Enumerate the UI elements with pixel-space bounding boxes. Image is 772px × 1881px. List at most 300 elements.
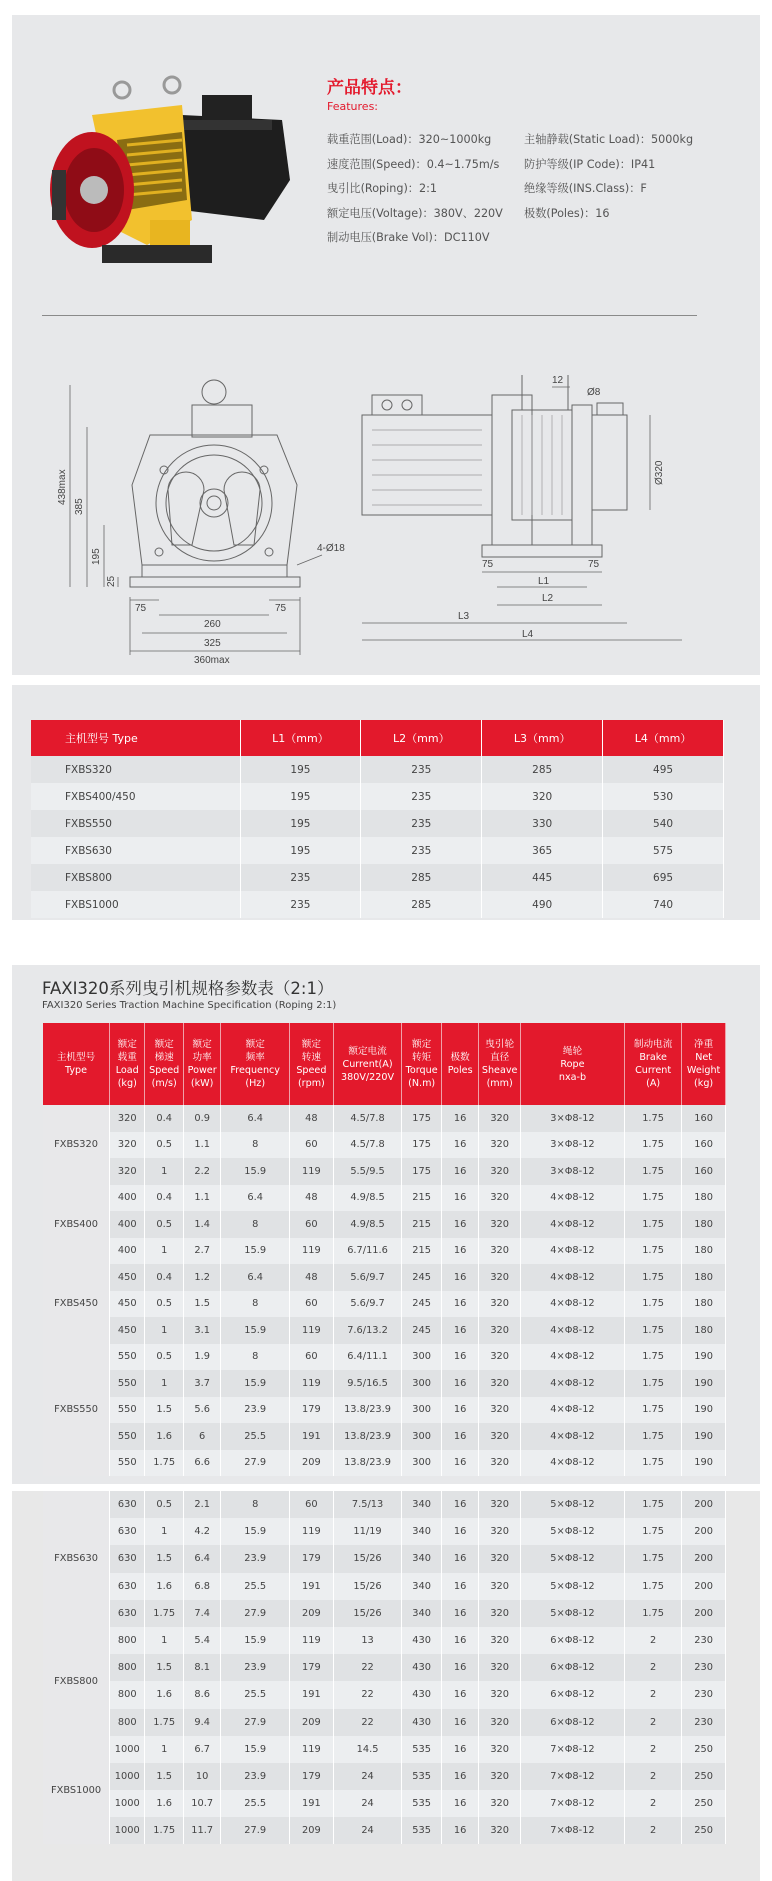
table-cell: 320	[479, 1627, 521, 1654]
table-cell: 8	[221, 1291, 290, 1318]
spec-table-panel-top	[12, 965, 760, 1484]
table-cell: 6.4	[221, 1264, 290, 1291]
table-cell: 1	[145, 1317, 183, 1344]
section-divider	[42, 315, 697, 316]
table-row	[43, 1317, 726, 1344]
table-cell: 6.7	[183, 1736, 220, 1763]
table-cell: 540	[603, 810, 724, 837]
table-cell: 2	[625, 1709, 682, 1736]
table-cell: 300	[402, 1450, 442, 1477]
table-cell: 4×Φ8-12	[520, 1397, 624, 1424]
table-cell: 1	[145, 1736, 183, 1763]
table-cell: 320	[479, 1291, 521, 1318]
table-cell: 175	[402, 1158, 442, 1185]
table-cell: 6×Φ8-12	[520, 1627, 624, 1654]
table-cell: 1.75	[625, 1211, 682, 1238]
table-cell: 5.4	[183, 1627, 220, 1654]
spec-table-panel-bottom	[12, 1491, 760, 1881]
table-cell: 215	[402, 1185, 442, 1212]
table-cell: 22	[333, 1709, 402, 1736]
table-cell: 535	[402, 1736, 442, 1763]
table-row	[31, 837, 724, 864]
table-cell: 550	[110, 1450, 145, 1477]
table-cell: 1.75	[625, 1344, 682, 1371]
table-cell: 60	[290, 1491, 334, 1518]
table-cell: 179	[290, 1397, 334, 1424]
table-cell: 16	[441, 1264, 478, 1291]
table-cell: 230	[682, 1654, 726, 1681]
table-cell: 24	[333, 1763, 402, 1790]
table-cell: 1000	[110, 1817, 145, 1844]
feature-item: 额定电压(Voltage)：380V、220V	[327, 206, 503, 220]
table-cell: 48	[290, 1105, 334, 1132]
table-cell: 16	[441, 1185, 478, 1212]
table-cell: 285	[361, 891, 482, 918]
table-cell: 4×Φ8-12	[520, 1185, 624, 1212]
table-cell: 300	[402, 1423, 442, 1450]
table-cell: 1.5	[145, 1397, 183, 1424]
table-cell: 13.8/23.9	[333, 1450, 402, 1477]
table-cell: 4.9/8.5	[333, 1185, 402, 1212]
table-cell: 0.5	[145, 1344, 183, 1371]
table-cell: 16	[441, 1291, 478, 1318]
table-row	[43, 1654, 726, 1681]
table-cell: 6.6	[183, 1450, 220, 1477]
table-cell: 740	[603, 891, 724, 918]
feature-item: 绝缘等级(INS.Class)：F	[524, 182, 647, 195]
table-cell: 16	[441, 1397, 478, 1424]
table-cell: 550	[110, 1423, 145, 1450]
table-cell: 190	[682, 1370, 726, 1397]
dimension-table	[31, 720, 724, 918]
table-cell: 1.75	[625, 1423, 682, 1450]
table-cell: 16	[441, 1790, 478, 1817]
table-cell: 340	[402, 1573, 442, 1600]
table-cell: 7×Φ8-12	[520, 1817, 624, 1844]
table-row	[43, 1211, 726, 1238]
table-cell: 15.9	[221, 1158, 290, 1185]
table-cell: 119	[290, 1736, 334, 1763]
column-header: 极数 Poles	[441, 1023, 478, 1105]
table-cell: 16	[441, 1491, 478, 1518]
table-row	[31, 783, 724, 810]
table-cell: 7×Φ8-12	[520, 1736, 624, 1763]
table-cell: 1.6	[145, 1790, 183, 1817]
table-cell: 22	[333, 1654, 402, 1681]
table-header-row	[31, 720, 724, 756]
table-cell: 1000	[110, 1736, 145, 1763]
table-cell: 60	[290, 1291, 334, 1318]
table-cell: 0.5	[145, 1491, 183, 1518]
table-cell: 209	[290, 1450, 334, 1477]
table-cell: 195	[240, 783, 361, 810]
table-cell: 6	[183, 1423, 220, 1450]
table-cell: 1	[145, 1370, 183, 1397]
column-header: 制动电流 Brake Current (A)	[625, 1023, 682, 1105]
table-cell: 1.5	[145, 1654, 183, 1681]
table-cell: 1	[145, 1627, 183, 1654]
column-header: 曳引轮 直径 Sheave (mm)	[479, 1023, 521, 1105]
table-cell: 6×Φ8-12	[520, 1709, 624, 1736]
table-cell: 5.6	[183, 1397, 220, 1424]
spec-table	[43, 1023, 726, 1476]
table-cell: 195	[240, 837, 361, 864]
table-cell: 191	[290, 1573, 334, 1600]
table-cell: 3×Φ8-12	[520, 1132, 624, 1159]
table-cell: 235	[240, 864, 361, 891]
features-subtitle: Features:	[327, 100, 379, 113]
table-cell: 445	[482, 864, 603, 891]
column-header: L1（mm）	[240, 720, 361, 756]
table-cell: 1.75	[625, 1397, 682, 1424]
table-cell: 0.4	[145, 1105, 183, 1132]
table-cell: 8.1	[183, 1654, 220, 1681]
table-cell: 24	[333, 1790, 402, 1817]
table-cell: 16	[441, 1518, 478, 1545]
table-cell: 1000	[110, 1790, 145, 1817]
table-cell: 1.6	[145, 1573, 183, 1600]
table-cell: 4.2	[183, 1518, 220, 1545]
table-row	[43, 1817, 726, 1844]
table-cell: 285	[361, 864, 482, 891]
table-row	[43, 1185, 726, 1212]
table-cell: 320	[110, 1105, 145, 1132]
table-cell: 320	[110, 1158, 145, 1185]
table-cell: 630	[110, 1600, 145, 1627]
dim-385: 385	[74, 498, 85, 515]
dim-75-left: 75	[135, 603, 147, 614]
table-row	[43, 1423, 726, 1450]
table-cell: 2	[625, 1654, 682, 1681]
table-cell: 180	[682, 1185, 726, 1212]
table-header-row	[43, 1023, 726, 1105]
table-row	[31, 864, 724, 891]
table-cell: 250	[682, 1736, 726, 1763]
table-cell: 320	[479, 1423, 521, 1450]
table-cell: 630	[110, 1573, 145, 1600]
table-cell: 320	[479, 1790, 521, 1817]
column-header: 净重 Net Weight (kg)	[682, 1023, 726, 1105]
table-cell: 13	[333, 1627, 402, 1654]
table-cell: 490	[482, 891, 603, 918]
dim-195: 195	[91, 548, 102, 565]
table-row	[43, 1518, 726, 1545]
table-cell: 320	[479, 1709, 521, 1736]
table-cell: 3×Φ8-12	[520, 1158, 624, 1185]
table-row	[31, 891, 724, 918]
table-cell: 15.9	[221, 1627, 290, 1654]
table-cell: 1.1	[183, 1132, 220, 1159]
table-cell: 180	[682, 1317, 726, 1344]
table-cell: 16	[441, 1317, 478, 1344]
table-cell: 1.75	[625, 1518, 682, 1545]
table-row	[43, 1763, 726, 1790]
table-cell: 7.4	[183, 1600, 220, 1627]
table-cell: 22	[333, 1681, 402, 1708]
table-cell: 5×Φ8-12	[520, 1600, 624, 1627]
table-row	[43, 1491, 726, 1518]
table-cell: 0.9	[183, 1105, 220, 1132]
table-cell: 16	[441, 1132, 478, 1159]
table-row	[43, 1545, 726, 1572]
table-cell: 16	[441, 1736, 478, 1763]
table-cell: 10.7	[183, 1790, 220, 1817]
table-cell: 4×Φ8-12	[520, 1423, 624, 1450]
table-cell: 1.75	[625, 1238, 682, 1265]
table-cell: 180	[682, 1291, 726, 1318]
table-cell: 235	[361, 783, 482, 810]
table-cell: 7.6/13.2	[333, 1317, 402, 1344]
table-cell: 191	[290, 1423, 334, 1450]
table-cell: FXBS800	[31, 864, 240, 891]
table-cell: 330	[482, 810, 603, 837]
table-cell: 7×Φ8-12	[520, 1763, 624, 1790]
table-row	[43, 1105, 726, 1132]
table-cell: 530	[603, 783, 724, 810]
model-type-cell: FXBS1000	[43, 1736, 110, 1845]
table-cell: 200	[682, 1545, 726, 1572]
table-cell: 3×Φ8-12	[520, 1105, 624, 1132]
table-cell: 495	[603, 756, 724, 783]
table-cell: 400	[110, 1211, 145, 1238]
table-row	[43, 1681, 726, 1708]
feature-item: 主轴静载(Static Load)：5000kg	[524, 133, 694, 146]
table-cell: 320	[479, 1185, 521, 1212]
table-cell: 25.5	[221, 1681, 290, 1708]
table-cell: 16	[441, 1545, 478, 1572]
column-header: 主机型号 Type	[31, 720, 240, 756]
table-cell: 4×Φ8-12	[520, 1317, 624, 1344]
feature-item: 载重范围(Load)：320~1000kg	[327, 133, 492, 146]
table-cell: 230	[682, 1627, 726, 1654]
table-cell: 430	[402, 1681, 442, 1708]
column-header: 额定 功率 Power (kW)	[183, 1023, 220, 1105]
column-header: 额定 转速 Speed (rpm)	[290, 1023, 334, 1105]
table-cell: 800	[110, 1627, 145, 1654]
table-cell: 4×Φ8-12	[520, 1370, 624, 1397]
model-type-cell: FXBS550	[43, 1344, 110, 1477]
table-cell: 0.5	[145, 1132, 183, 1159]
table-cell: FXBS1000	[31, 891, 240, 918]
column-header: 主机型号 Type	[43, 1023, 110, 1105]
table-cell: 1.75	[625, 1264, 682, 1291]
table-cell: 1.4	[183, 1211, 220, 1238]
table-cell: FXBS630	[31, 837, 240, 864]
table-cell: 320	[479, 1817, 521, 1844]
table-row	[31, 810, 724, 837]
table-cell: 15.9	[221, 1736, 290, 1763]
table-cell: 5×Φ8-12	[520, 1545, 624, 1572]
table-cell: 0.5	[145, 1291, 183, 1318]
model-type-cell: FXBS450	[43, 1264, 110, 1344]
table-cell: 550	[110, 1370, 145, 1397]
table-cell: 2.2	[183, 1158, 220, 1185]
table-cell: 535	[402, 1817, 442, 1844]
dim-260: 260	[204, 619, 221, 630]
dim-75-left: 75	[482, 559, 494, 570]
table-cell: 2	[625, 1763, 682, 1790]
table-cell: 1.75	[145, 1817, 183, 1844]
table-cell: 195	[240, 810, 361, 837]
table-cell: 16	[441, 1450, 478, 1477]
table-cell: 245	[402, 1317, 442, 1344]
table-cell: 3.7	[183, 1370, 220, 1397]
dim-l2: L2	[542, 593, 554, 604]
table-cell: 190	[682, 1450, 726, 1477]
side-view-drawing	[342, 355, 702, 665]
feature-item: 极数(Poles)：16	[524, 206, 610, 220]
table-cell: 0.4	[145, 1264, 183, 1291]
table-row	[43, 1344, 726, 1371]
table-cell: 6×Φ8-12	[520, 1654, 624, 1681]
table-cell: 430	[402, 1709, 442, 1736]
table-cell: 0.5	[145, 1211, 183, 1238]
table-row	[43, 1397, 726, 1424]
dim-l4: L4	[522, 629, 534, 640]
table-cell: 209	[290, 1709, 334, 1736]
table-cell: 200	[682, 1491, 726, 1518]
table-cell: 0.4	[145, 1185, 183, 1212]
table-cell: 191	[290, 1790, 334, 1817]
table-cell: 9.5/16.5	[333, 1370, 402, 1397]
table-cell: 6.7/11.6	[333, 1238, 402, 1265]
table-cell: 250	[682, 1817, 726, 1844]
table-cell: 4.9/8.5	[333, 1211, 402, 1238]
table-cell: 16	[441, 1817, 478, 1844]
column-header: 绳轮 Rope nxa-b	[520, 1023, 624, 1105]
table-cell: 320	[479, 1573, 521, 1600]
features-title: 产品特点：	[327, 78, 412, 98]
table-cell: 1.75	[625, 1450, 682, 1477]
table-cell: 200	[682, 1573, 726, 1600]
column-header: L3（mm）	[482, 720, 603, 756]
table-cell: 1.75	[625, 1317, 682, 1344]
table-cell: 6.4	[221, 1185, 290, 1212]
table-cell: 2	[625, 1736, 682, 1763]
feature-item: 速度范围(Speed)：0.4~1.75m/s	[327, 157, 500, 171]
table-cell: 1.6	[145, 1681, 183, 1708]
table-cell: 6.4	[183, 1545, 220, 1572]
table-cell: 1.75	[625, 1545, 682, 1572]
table-cell: 365	[482, 837, 603, 864]
table-cell: 27.9	[221, 1817, 290, 1844]
dim-holes: 4-Ø18	[317, 543, 345, 554]
table-cell: 16	[441, 1370, 478, 1397]
table-cell: 235	[240, 891, 361, 918]
table-cell: 23.9	[221, 1545, 290, 1572]
table-cell: 23.9	[221, 1763, 290, 1790]
table-cell: 1.9	[183, 1344, 220, 1371]
table-cell: 320	[479, 1681, 521, 1708]
table-cell: 450	[110, 1291, 145, 1318]
table-cell: 1.75	[625, 1573, 682, 1600]
table-cell: 2	[625, 1790, 682, 1817]
table-cell: 800	[110, 1709, 145, 1736]
table-row	[43, 1600, 726, 1627]
table-cell: 60	[290, 1344, 334, 1371]
table-cell: 119	[290, 1518, 334, 1545]
table-cell: 1.75	[625, 1370, 682, 1397]
table-cell: 14.5	[333, 1736, 402, 1763]
features-list-right	[524, 128, 693, 226]
table-cell: 1.6	[145, 1423, 183, 1450]
table-cell: 4×Φ8-12	[520, 1344, 624, 1371]
table-row	[43, 1158, 726, 1185]
table-cell: FXBS320	[31, 756, 240, 783]
table-cell: 320	[479, 1317, 521, 1344]
dim-phi8: Ø8	[587, 387, 601, 398]
table-cell: 430	[402, 1627, 442, 1654]
table-cell: 180	[682, 1238, 726, 1265]
table-cell: 800	[110, 1654, 145, 1681]
table-cell: 320	[479, 1450, 521, 1477]
table-row	[43, 1132, 726, 1159]
table-cell: 16	[441, 1600, 478, 1627]
table-cell: 60	[290, 1211, 334, 1238]
table-cell: 535	[402, 1763, 442, 1790]
table-cell: 27.9	[221, 1709, 290, 1736]
table-cell: 320	[479, 1518, 521, 1545]
table-cell: 320	[479, 1370, 521, 1397]
table-cell: 195	[240, 756, 361, 783]
table-cell: 16	[441, 1158, 478, 1185]
table-cell: 190	[682, 1423, 726, 1450]
table-cell: 8	[221, 1211, 290, 1238]
table-row	[31, 756, 724, 783]
table-cell: 1.75	[145, 1600, 183, 1627]
table-cell: 450	[110, 1264, 145, 1291]
table-cell: 11.7	[183, 1817, 220, 1844]
dim-75-right: 75	[275, 603, 287, 614]
table-row	[43, 1370, 726, 1397]
table-cell: 575	[603, 837, 724, 864]
dim-l3: L3	[458, 611, 470, 622]
table-cell: 4×Φ8-12	[520, 1450, 624, 1477]
table-cell: 1000	[110, 1763, 145, 1790]
table-cell: 1.5	[145, 1545, 183, 1572]
feature-item: 防护等级(IP Code)：IP41	[524, 157, 656, 171]
dim-l1: L1	[538, 576, 550, 587]
table-cell: 48	[290, 1185, 334, 1212]
table-cell: 320	[479, 1397, 521, 1424]
table-cell: 6.8	[183, 1573, 220, 1600]
table-cell: 550	[110, 1397, 145, 1424]
table-cell: 1.75	[145, 1709, 183, 1736]
table-row	[43, 1573, 726, 1600]
table-cell: 250	[682, 1763, 726, 1790]
dim-25: 25	[106, 575, 117, 587]
column-header: 额定 频率 Frequency (Hz)	[221, 1023, 290, 1105]
table-cell: 300	[402, 1397, 442, 1424]
table-cell: 190	[682, 1344, 726, 1371]
table-cell: 1.75	[625, 1185, 682, 1212]
spec-title: FAXI320系列曳引机规格参数表（2:1）	[42, 979, 334, 998]
table-cell: 550	[110, 1344, 145, 1371]
table-cell: 15/26	[333, 1545, 402, 1572]
table-cell: 1.75	[625, 1158, 682, 1185]
table-row	[43, 1627, 726, 1654]
table-cell: 160	[682, 1132, 726, 1159]
table-cell: 119	[290, 1317, 334, 1344]
table-cell: 320	[479, 1491, 521, 1518]
table-cell: 1.5	[183, 1291, 220, 1318]
table-cell: 1.75	[145, 1450, 183, 1477]
table-cell: 400	[110, 1185, 145, 1212]
table-cell: 1	[145, 1158, 183, 1185]
table-cell: 5.6/9.7	[333, 1264, 402, 1291]
table-cell: 320	[479, 1736, 521, 1763]
table-cell: 16	[441, 1627, 478, 1654]
